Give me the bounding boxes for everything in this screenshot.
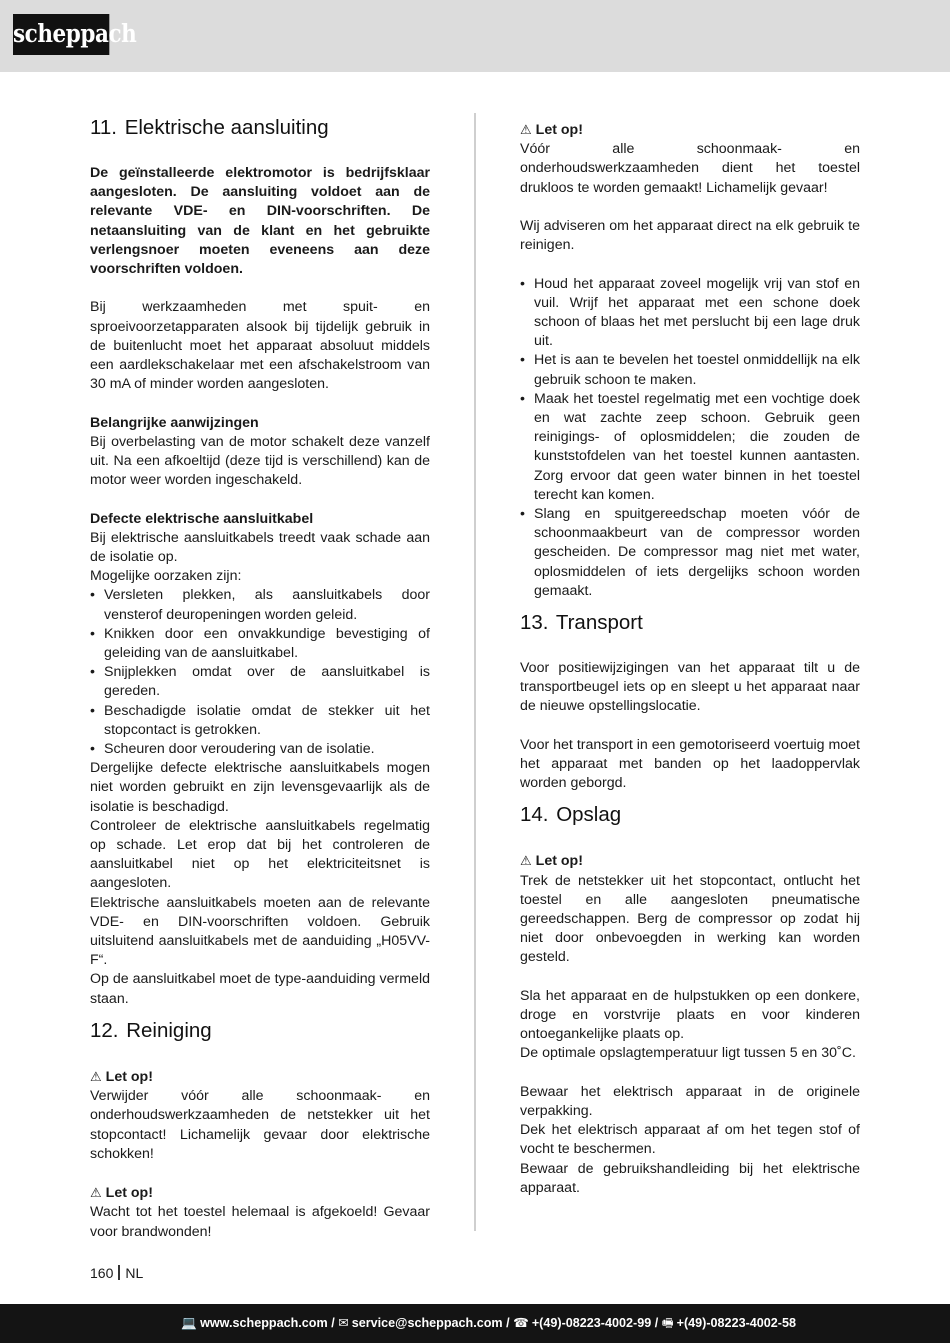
paragraph: Elektrische aansluitkabels moeten aan de relevante VDE- en DIN-voorschriften voldoen. Gebruik uitsluitend aansluitkabels met de aanduiding „H05VV-F“. [90, 894, 430, 969]
paragraph: Voor positiewijzigingen van het apparaat tilt u de transportbeugel iets op en sleept u het apparaat naar de nieuwe opstellingslocatie. [520, 660, 860, 715]
section-number: 14. [520, 803, 549, 827]
footer-contact [181, 1304, 796, 1343]
warning-text: Verwijder vóór alle schoonmaak- en onderhoudswerkzaamheden de netstekker uit het stopcontact! Lichamelijk gevaar door elektrische schokken! [90, 1088, 430, 1162]
paragraph: Sla het apparaat en de hulpstukken op een donkere, droge en vorstvrije plaats en voor kinderen ontoegankelijke plaats op. [520, 987, 860, 1043]
list-item: • Houd het apparaat zoveel mogelijk vrij van stof en vuil. Wrijf het apparaat met een schone doek schoon of blaas het met perslucht bij een lage druk uit. [520, 275, 860, 352]
warning-label: Let op! [105, 1068, 153, 1085]
footer-separator: / [331, 1316, 335, 1330]
causes-label: Mogelijke oorzaken zijn: [90, 568, 242, 585]
section-number: 12. [90, 1018, 119, 1042]
page-number-value: 160 [90, 1265, 114, 1281]
warning-triangle-icon: ⚠ [90, 1068, 102, 1084]
paragraph: Dek het elektrisch apparaat af om het tegen stof of vocht te beschermen. [520, 1122, 860, 1158]
list-item: • Versleten plekken, als aansluitkabels door vensterof deuropeningen worden geleid. [90, 586, 430, 624]
section-number: 11. [90, 116, 117, 139]
paragraph: Op de aansluitkabel moet de type-aanduiding vermeld staan. [90, 971, 430, 1007]
list-item: • Snijplekken omdat over de aansluitkabel is gereden. [90, 663, 430, 701]
paragraph: Bij werkzaamheden met spuit- en sproeivoorzetapparaten alsook bij tijdelijk gebruik in de buitenlucht moet het apparaat absoluut middels een aardlekschakelaar met een afschakelstroom van 30 mA of minder worden aangesloten. [90, 299, 430, 393]
section-11-heading [90, 116, 430, 140]
paragraph: Bewaar het elektrisch apparaat in de originele verpakking. [520, 1083, 860, 1120]
footer-email[interactable]: service@scheppach.com [351, 1316, 503, 1330]
list-item: • Scheuren door veroudering van de isolatie. [90, 740, 430, 759]
footer-separator: / [506, 1316, 510, 1330]
section-title: Reiniging [126, 1018, 212, 1042]
footer-fax: +(49)-08223-4002-58 [676, 1316, 796, 1330]
causes-list [90, 586, 430, 759]
header-band [0, 0, 950, 72]
warning-heading [90, 1067, 430, 1087]
warning-heading [520, 851, 860, 871]
fax-icon: 🖷 [661, 1316, 674, 1330]
subheading-cable: Defecte elektrische aansluitkabel [90, 510, 314, 527]
footer-separator: / [654, 1316, 659, 1330]
phone-icon: ☎ [513, 1316, 529, 1330]
warning-label: Let op! [535, 853, 583, 870]
section-14-heading [520, 803, 860, 827]
warning-text: Trek de netstekker uit het stopcontact, ontlucht het toestel en alle aangesloten pneumatische gereedschappen. Berg de compressor op zodat hij niet door onbevoegden in werking kan worden gesteld. [520, 872, 860, 966]
paragraph: Voor het transport in een gemotoriseerd voertuig moet het apparaat met banden op het laadoppervlak worden geborgd. [520, 736, 860, 792]
paragraph: Dergelijke defecte elektrische aansluitkabels mogen niet worden gebruikt en zijn levensgevaarlijk als de isolatie is beschadigd. [90, 760, 430, 815]
warning-heading [90, 1183, 430, 1203]
cleaning-list [520, 275, 860, 601]
page-number [90, 1264, 143, 1282]
paragraph: Controleer de elektrische aansluitkabels regelmatig op schade. Let erop dat bij het controleren de aansluitkabel niet op het elektriciteitsnet is aangesloten. [90, 817, 430, 892]
warning-triangle-icon: ⚠ [90, 1185, 102, 1201]
paragraph: De optimale opslagtemperatuur ligt tussen 5 en 30˚C. [520, 1045, 856, 1062]
section-title: Transport [555, 611, 643, 635]
scheppach-logo: scheppach [13, 14, 109, 55]
warning-text: Wacht tot het toestel helemaal is afgekoeld! Gevaar voor brandwonden! [90, 1204, 430, 1240]
footer-website[interactable]: www.scheppach.com [200, 1316, 328, 1330]
warning-label: Let op! [105, 1185, 153, 1202]
footer-bar [0, 1304, 950, 1343]
paragraph: Bij overbelasting van de motor schakelt deze vanzelf uit. Na een afkoeltijd (deze tijd is verschillend) kan de motor weer worden ingeschakeld. [90, 433, 430, 489]
page-language: NL [125, 1265, 144, 1281]
section-title: Elektrische aansluiting [124, 116, 329, 139]
section-title: Opslag [556, 803, 622, 827]
section-12-heading [90, 1019, 430, 1043]
warning-heading [520, 120, 860, 140]
warning-label: Let op! [535, 122, 583, 138]
list-item: • Knikken door een onvakkundige bevestiging of geleiding van de aansluitkabel. [90, 625, 430, 663]
paragraph: Bij elektrische aansluitkabels treedt vaak schade aan de isolatie op. [90, 529, 430, 566]
list-item: • Maak het toestel regelmatig met een vochtige doek en wat zachte zeep schoon. Gebruik geen reinigings- of oplosmiddelen; die zouden de kunststofdelen van het toestel kunnen aantasten. Zorg ervoor dat geen water binnen in het toestel terecht kan komen. [520, 390, 860, 505]
paragraph: Wij adviseren om het apparaat direct na elk gebruik te reinigen. [520, 218, 860, 254]
intro-paragraph: De geïnstalleerde elektromotor is bedrijfsklaar aangesloten. De aansluiting voldoet aan de relevante VDE- en DIN-voorschriften. De netaansluiting van de klant en het gebruikte verlengsnoer moeten eveneens aan deze voorschriften voldoen. [90, 165, 430, 278]
section-13-heading [520, 611, 860, 635]
subheading-important: Belangrijke aanwijzingen [90, 414, 259, 431]
right-column [520, 120, 860, 1198]
mail-icon: ✉ [338, 1316, 349, 1330]
warning-triangle-icon: ⚠ [520, 122, 532, 137]
paragraph: Bewaar de gebruikshandleiding bij het elektrische apparaat. [520, 1160, 860, 1196]
computer-icon: 💻 [181, 1316, 198, 1330]
list-item: • Slang en spuitgereedschap moeten vóór de schoonmaakbeurt van de compressor worden gescheiden. De compressor mag niet met water, oplosmiddelen of iets dergelijks schoon worden gemaakt. [520, 505, 860, 601]
left-column [90, 116, 430, 1242]
column-divider [474, 113, 476, 1231]
warning-text: Vóór alle schoonmaak- en onderhoudswerkzaamheden dient het toestel drukloos te worden gemaakt! Lichamelijk gevaar! [520, 141, 860, 196]
section-number: 13. [520, 611, 549, 635]
list-item: • Beschadigde isolatie omdat de stekker uit het stopcontact is getrokken. [90, 702, 430, 740]
list-item: • Het is aan te bevelen het toestel onmiddellijk na elk gebruik schoon te maken. [520, 351, 860, 389]
page-number-separator [118, 1265, 120, 1280]
warning-triangle-icon: ⚠ [520, 853, 532, 869]
footer-phone: +(49)-08223-4002-99 [531, 1316, 652, 1330]
